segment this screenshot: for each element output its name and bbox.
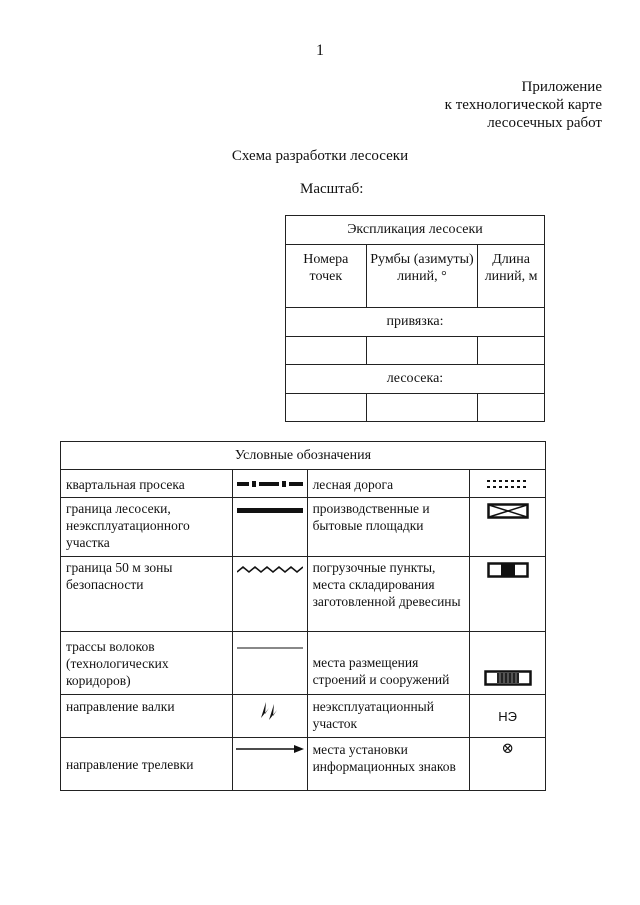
legend-table [60,441,546,791]
thick-line-symbol [232,498,307,557]
dash-dot-line-symbol [232,470,307,498]
legend-label-info-signs: места установки информационных знаков [307,738,470,791]
legend-label-plot-boundary: граница лесосеки, неэксплуатационного участка [61,498,233,557]
table-cell [366,337,478,365]
arrow-symbol [232,738,307,791]
dotted-double-line-symbol [470,470,546,498]
legend-label-felling-direction: направление валки [61,695,233,738]
table-cell [286,394,367,422]
thin-line-symbol [232,632,307,695]
explication-caption: Экспликация лесосеки [286,216,545,245]
legend-label-quarter-clearing: квартальная просека [61,470,233,498]
filled-center-rectangle-symbol [470,557,546,632]
page-title: Схема разработки лесосеки [231,148,409,164]
hatched-rectangle-symbol [470,632,546,695]
appendix-note [445,78,602,132]
section-binding: привязка: [286,308,545,337]
header-bearings: Румбы (азимуты) линий, ° [366,245,478,308]
table-cell [286,337,367,365]
legend-label-skid-trails: трассы волоков (технологических коридоров) [61,632,233,695]
legend-label-buildings: места размещения строений и сооружений [307,632,470,695]
scale-label: Масштаб: [300,181,364,197]
table-cell [366,394,478,422]
legend-label-skidding-direction: направление трелевки [61,738,233,791]
header-point-numbers: Номера точек [286,245,367,308]
explication-table [285,215,545,422]
table-cell [478,394,545,422]
legend-label-forest-road: лесная дорога [307,470,470,498]
circled-cross-symbol: ⊗ [470,738,546,791]
appendix-line-2: к технологической карте [444,97,602,113]
legend-label-loading-points: погрузочные пункты, места складирования заготовленной древесины [307,557,470,632]
appendix-line-3: лесосечных работ [487,115,602,131]
header-line-length: Длина линий, м [478,245,545,308]
appendix-line-1: Приложение [521,79,602,95]
legend-label-non-exploitable: неэксплуатационный участок [307,695,470,738]
zigzag-line-symbol [232,557,307,632]
crossed-rectangle-symbol [470,498,546,557]
page-number: 1 [316,42,324,59]
section-plot: лесосека: [286,365,545,394]
felling-direction-symbol [232,695,307,738]
ne-abbreviation-symbol: НЭ [470,695,546,738]
table-cell [478,337,545,365]
legend-label-safety-zone: граница 50 м зоны безопасности [61,557,233,632]
legend-label-production-sites: производственные и бытовые площадки [307,498,470,557]
legend-caption: Условные обозначения [61,442,546,470]
